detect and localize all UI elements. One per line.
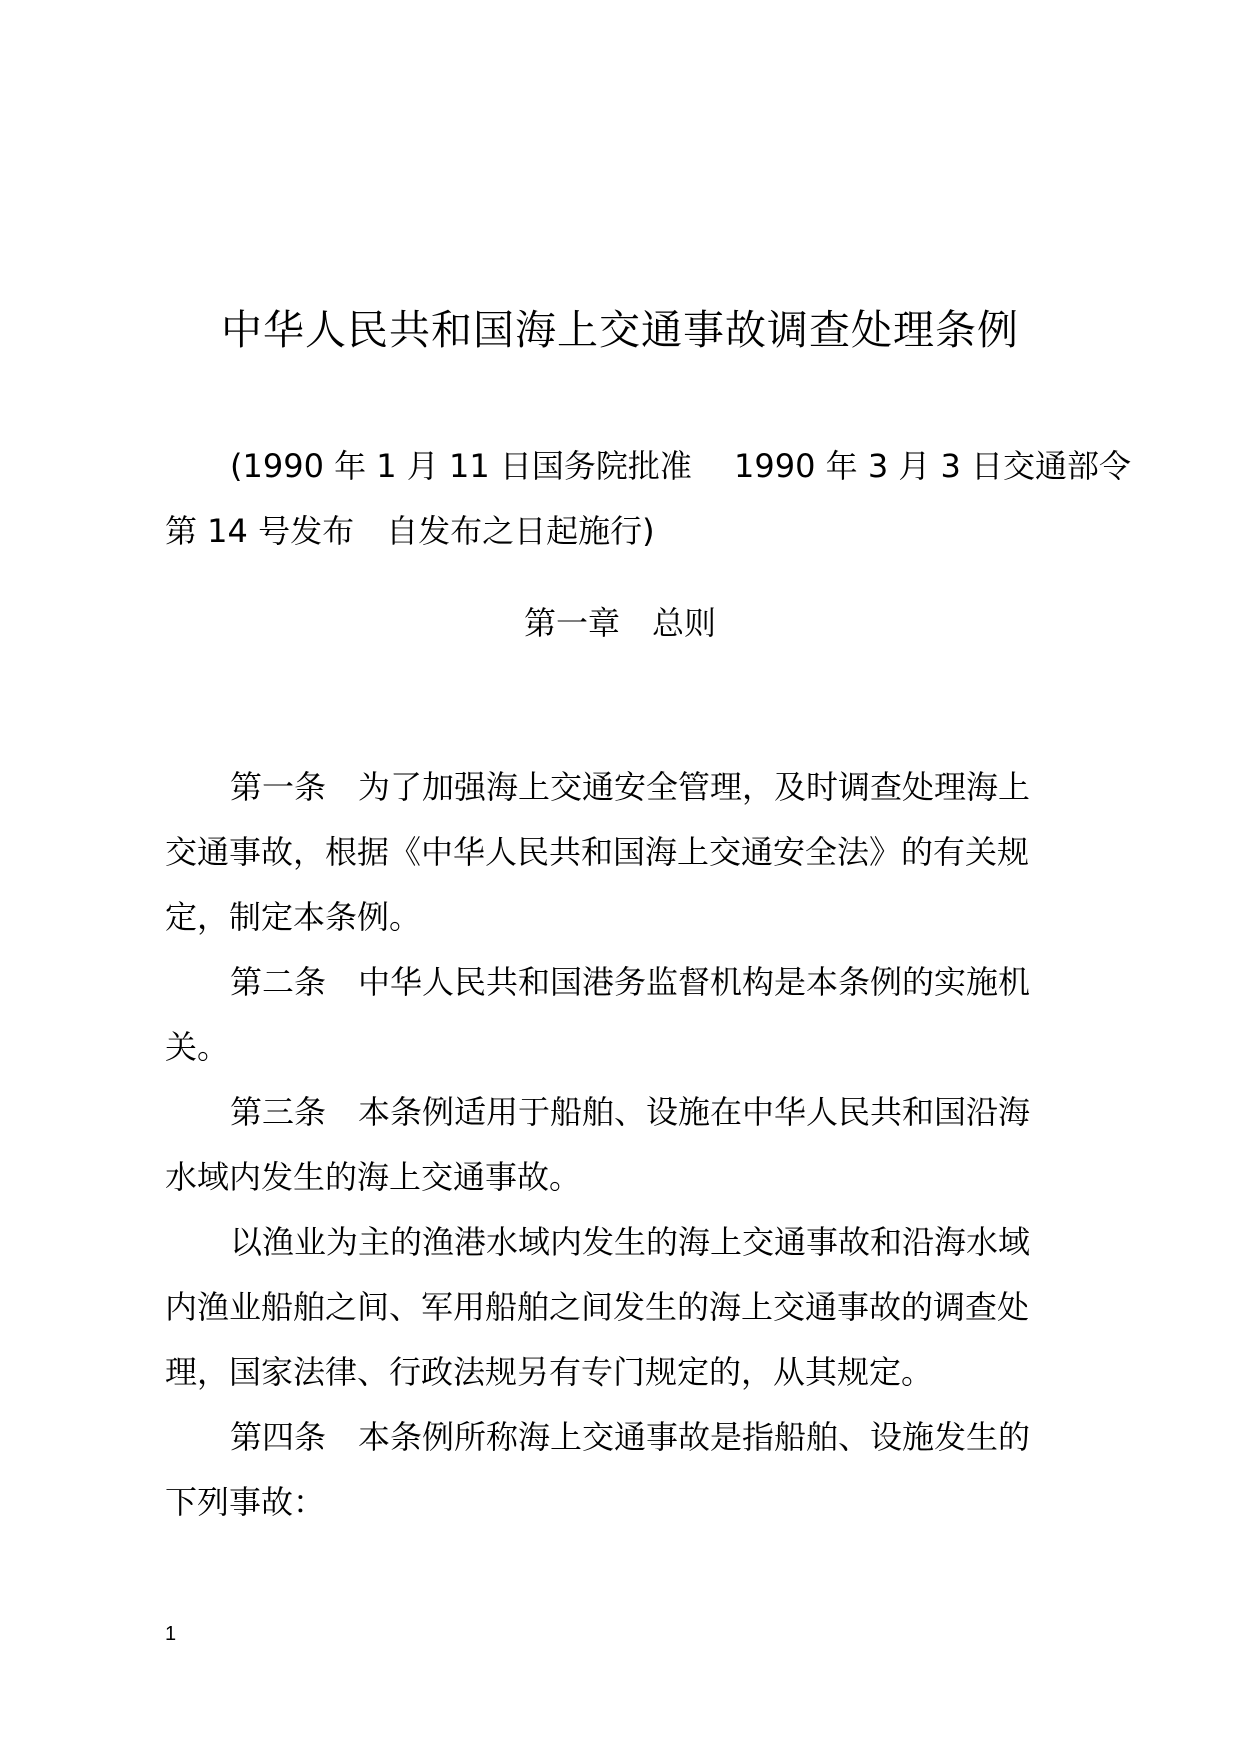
- paragraph-line: 交通事故，根据《中华人民共和国海上交通安全法》的有关规: [165, 833, 1030, 871]
- paragraph-line: 以渔业为主的渔港水域内发生的海上交通事故和沿海水域: [230, 1223, 1031, 1261]
- subtitle-line-1: (1990 年 1 月 11 日国务院批准 1990 年 3 月 3 日交通部令: [230, 447, 1132, 485]
- paragraph-line: 水域内发生的海上交通事故。: [165, 1158, 582, 1196]
- paragraph-line: 第三条 本条例适用于船舶、设施在中华人民共和国沿海: [230, 1093, 1031, 1131]
- paragraph-line: 内渔业船舶之间、军用船舶之间发生的海上交通事故的调查处: [165, 1288, 1030, 1326]
- page-number: 1: [165, 1623, 177, 1645]
- article-1-paragraph: [165, 755, 1085, 950]
- paragraph-line: 定，制定本条例。: [165, 898, 422, 936]
- document-title: 中华人民共和国海上交通事故调查处理条例: [221, 306, 1019, 354]
- paragraph-line: 关。: [165, 1028, 230, 1066]
- article-4-paragraph: [165, 1405, 1085, 1535]
- paragraph-line: 第二条 中华人民共和国港务监督机构是本条例的实施机: [230, 963, 1031, 1001]
- article-3-paragraph: [165, 1080, 1085, 1210]
- paragraph-line: 第四条 本条例所称海上交通事故是指船舶、设施发生的: [230, 1418, 1031, 1456]
- chapter-heading: 第一章 总则: [523, 604, 716, 642]
- article-3-second-paragraph: [165, 1210, 1085, 1405]
- document-body: [165, 755, 1085, 1535]
- document-subtitle: [165, 434, 1132, 564]
- paragraph-line: 第一条 为了加强海上交通安全管理，及时调查处理海上: [230, 768, 1031, 806]
- paragraph-line: 下列事故：: [165, 1483, 326, 1521]
- article-2-paragraph: [165, 950, 1085, 1080]
- subtitle-line-2: 第 14 号发布 自发布之日起施行): [165, 512, 655, 550]
- paragraph-line: 理，国家法律、行政法规另有专门规定的，从其规定。: [165, 1353, 934, 1391]
